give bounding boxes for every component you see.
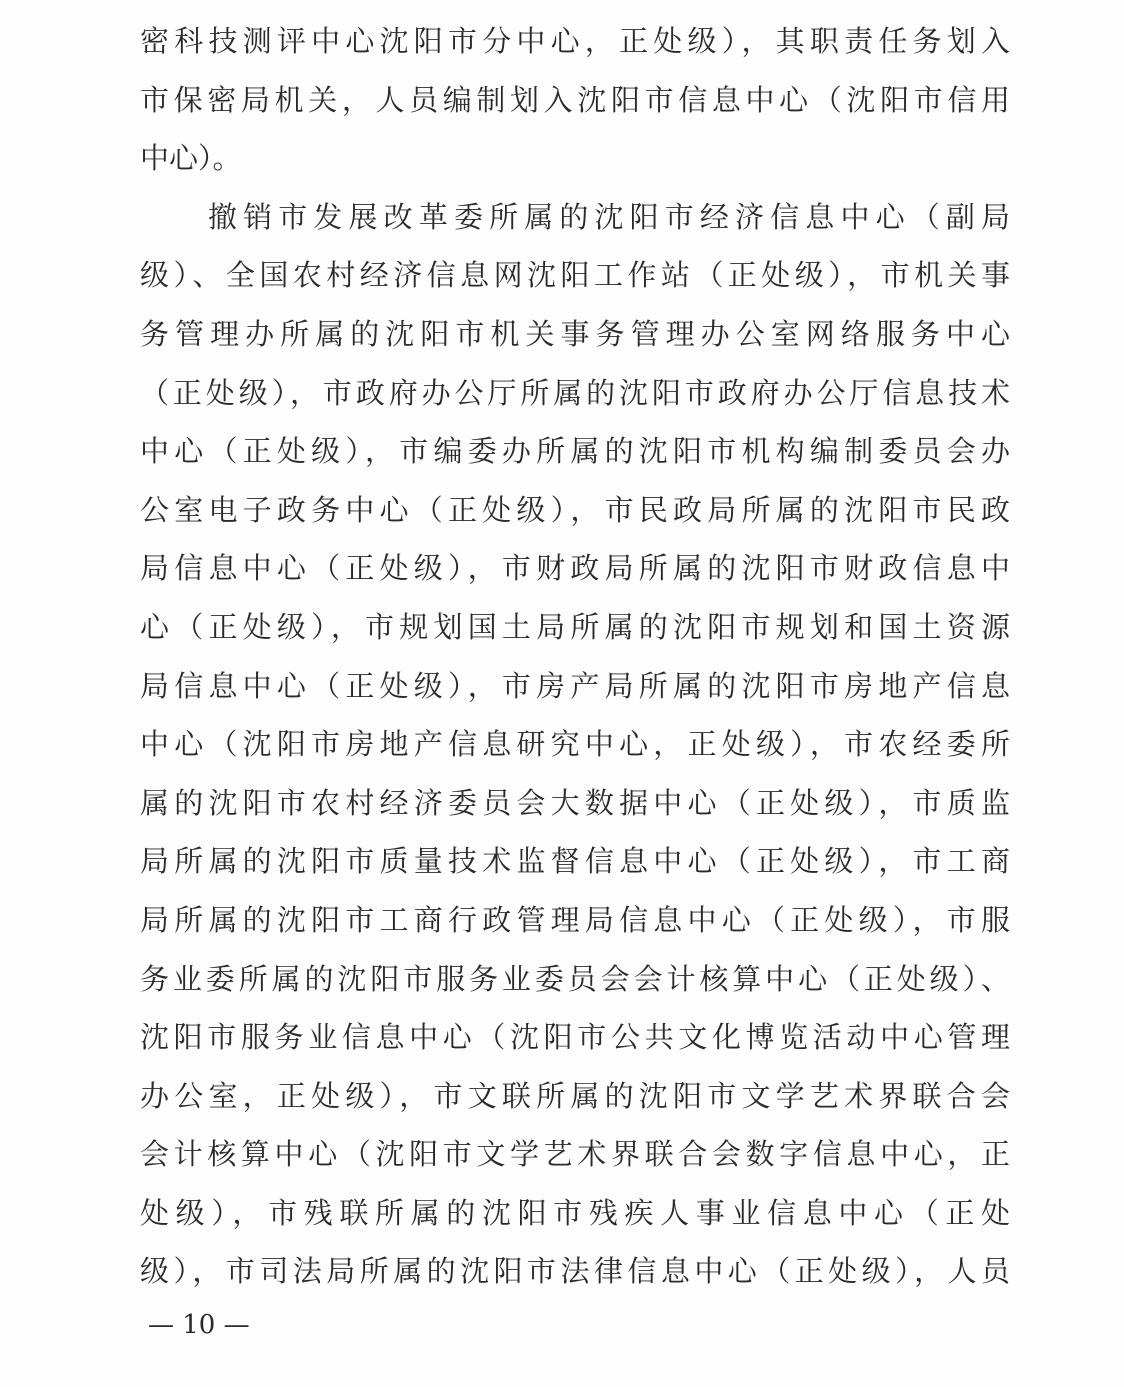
text-line: 心（正处级），市规划国土局所属的沈阳市规划和国土资源 xyxy=(140,609,1010,644)
text-line: 属的沈阳市农村经济委员会大数据中心（正处级），市质监 xyxy=(140,785,1010,820)
text-line: 局所属的沈阳市工商行政管理局信息中心（正处级），市服 xyxy=(140,902,1010,937)
text-line: 市保密局机关，人员编制划入沈阳市信息中心（沈阳市信用 xyxy=(140,82,1010,117)
text-line: 密科技测评中心沈阳市分中心，正处级），其职责任务划入 xyxy=(140,24,1010,58)
text-line: 办公室，正处级），市文联所属的沈阳市文学艺术界联合会 xyxy=(140,1078,1010,1113)
text-line: 沈阳市服务业信息中心（沈阳市公共文化博览活动中心管理 xyxy=(140,1020,1010,1055)
text-line: 会计核算中心（沈阳市文学艺术界联合会数字信息中心，正 xyxy=(140,1137,1010,1172)
page-number: — 10 — xyxy=(148,1310,250,1340)
text-line: 级）、全国农村经济信息网沈阳工作站（正处级），市机关事 xyxy=(140,258,1010,293)
text-line: 务管理办所属的沈阳市机关事务管理办公室网络服务中心 xyxy=(140,316,1010,351)
text-line: 处级），市残联所属的沈阳市残疾人事业信息中心（正处 xyxy=(140,1195,1010,1230)
text-line: 级），市司法局所属的沈阳市法律信息中心（正处级），人员 xyxy=(140,1254,1010,1289)
text-line: 中心（正处级），市编委办所属的沈阳市机构编制委员会办 xyxy=(140,434,1010,469)
text-line: 局所属的沈阳市质量技术监督信息中心（正处级），市工商 xyxy=(140,844,1010,879)
text-line: （正处级），市政府办公厅所属的沈阳市政府办公厅信息技术 xyxy=(140,375,1010,410)
text-line: 中心（沈阳市房地产信息研究中心，正处级），市农经委所 xyxy=(140,727,1010,762)
body-text xyxy=(140,12,1010,1301)
text-line: 撤销市发展改革委所属的沈阳市经济信息中心（副局 xyxy=(208,199,1010,234)
text-line: 中心）。 xyxy=(140,141,242,176)
text-line: 务业委所属的沈阳市服务业委员会会计核算中心（正处级）、 xyxy=(140,961,1010,996)
text-line: 局信息中心（正处级），市房产局所属的沈阳市房地产信息 xyxy=(140,668,1010,703)
text-line: 局信息中心（正处级），市财政局所属的沈阳市财政信息中 xyxy=(140,551,1010,586)
text-line: 公室电子政务中心（正处级），市民政局所属的沈阳市民政 xyxy=(140,492,1010,527)
